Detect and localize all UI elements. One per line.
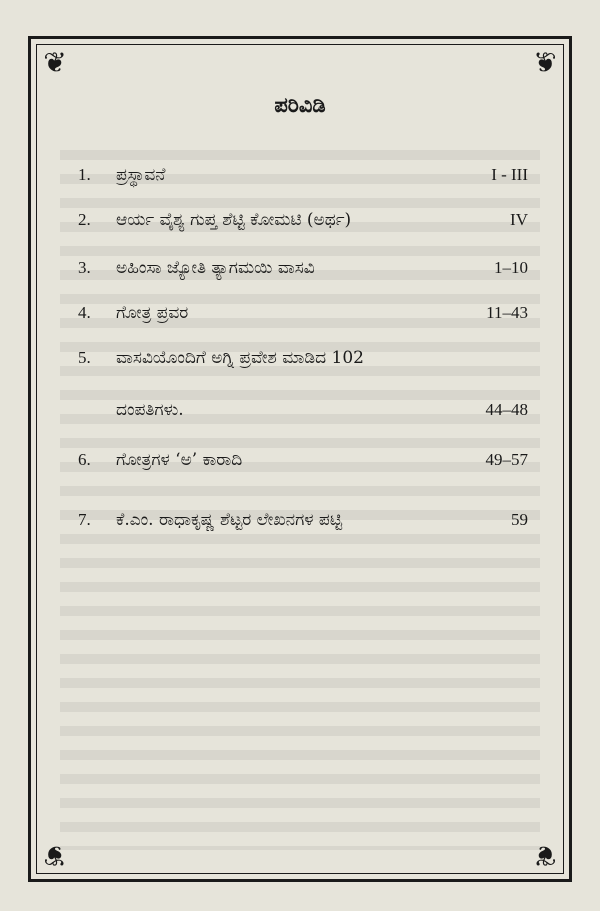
toc-entry [78,208,528,232]
entry-number: 7. [78,510,91,529]
corner-ornament-icon: ❦ [533,46,557,79]
entry-number: 5. [78,348,91,367]
toc-entry [78,508,528,532]
entry-title: ವಾಸವಿಯೊಂದಿಗೆ ಅಗ್ನಿ ಪ್ರವೇಶ ಮಾಡಿದ 102 [116,348,364,368]
entry-pages: I - III [491,165,528,184]
entry-title-continued: ದಂಪತಿಗಳು. [116,400,184,420]
toc-entry [78,301,528,325]
entry-number: 6. [78,450,91,469]
entry-pages: 11–43 [486,303,528,322]
entry-number: 1. [78,165,91,184]
toc-entry [78,163,528,187]
entry-title: ಗೋತ್ರಗಳ ‘ಅ’ ಕಾರಾದಿ [116,450,243,470]
corner-ornament-icon: ❦ [533,839,557,872]
entry-title: ಅಹಿಂಸಾ ಜ್ಯೋತಿ ತ್ಯಾಗಮಯಿ ವಾಸವಿ [116,258,315,278]
entry-pages: 1–10 [494,258,528,277]
entry-number: 4. [78,303,91,322]
entry-pages: IV [510,210,528,229]
entry-pages: 59 [511,510,528,529]
entry-title: ಕೆ.ಎಂ. ರಾಧಾಕೃಷ್ಣ ಶೆಟ್ಟರ ಲೇಖನಗಳ ಪಟ್ಟಿ [116,510,343,530]
toc-entry [78,256,528,280]
corner-ornament-icon: ❦ [43,46,67,79]
entry-number: 3. [78,258,91,277]
entry-number: 2. [78,210,91,229]
corner-ornament-icon: ❦ [43,839,67,872]
entry-pages: 49–57 [485,450,528,469]
entry-pages: 44–48 [485,400,528,419]
page-title: ಪರಿವಿಡಿ [274,92,326,117]
toc-entry [78,448,528,472]
entry-title: ಗೋತ್ರ ಪ್ರವರ [116,303,189,323]
entry-title: ಆರ್ಯ ವೈಶ್ಯ ಗುಪ್ತ ಶೆಟ್ಟಿ ಕೋಮಟಿ (ಅರ್ಥ) [116,210,352,230]
entry-title: ಪ್ರಸ್ಥಾವನೆ [116,165,166,185]
toc-entry [78,346,528,420]
